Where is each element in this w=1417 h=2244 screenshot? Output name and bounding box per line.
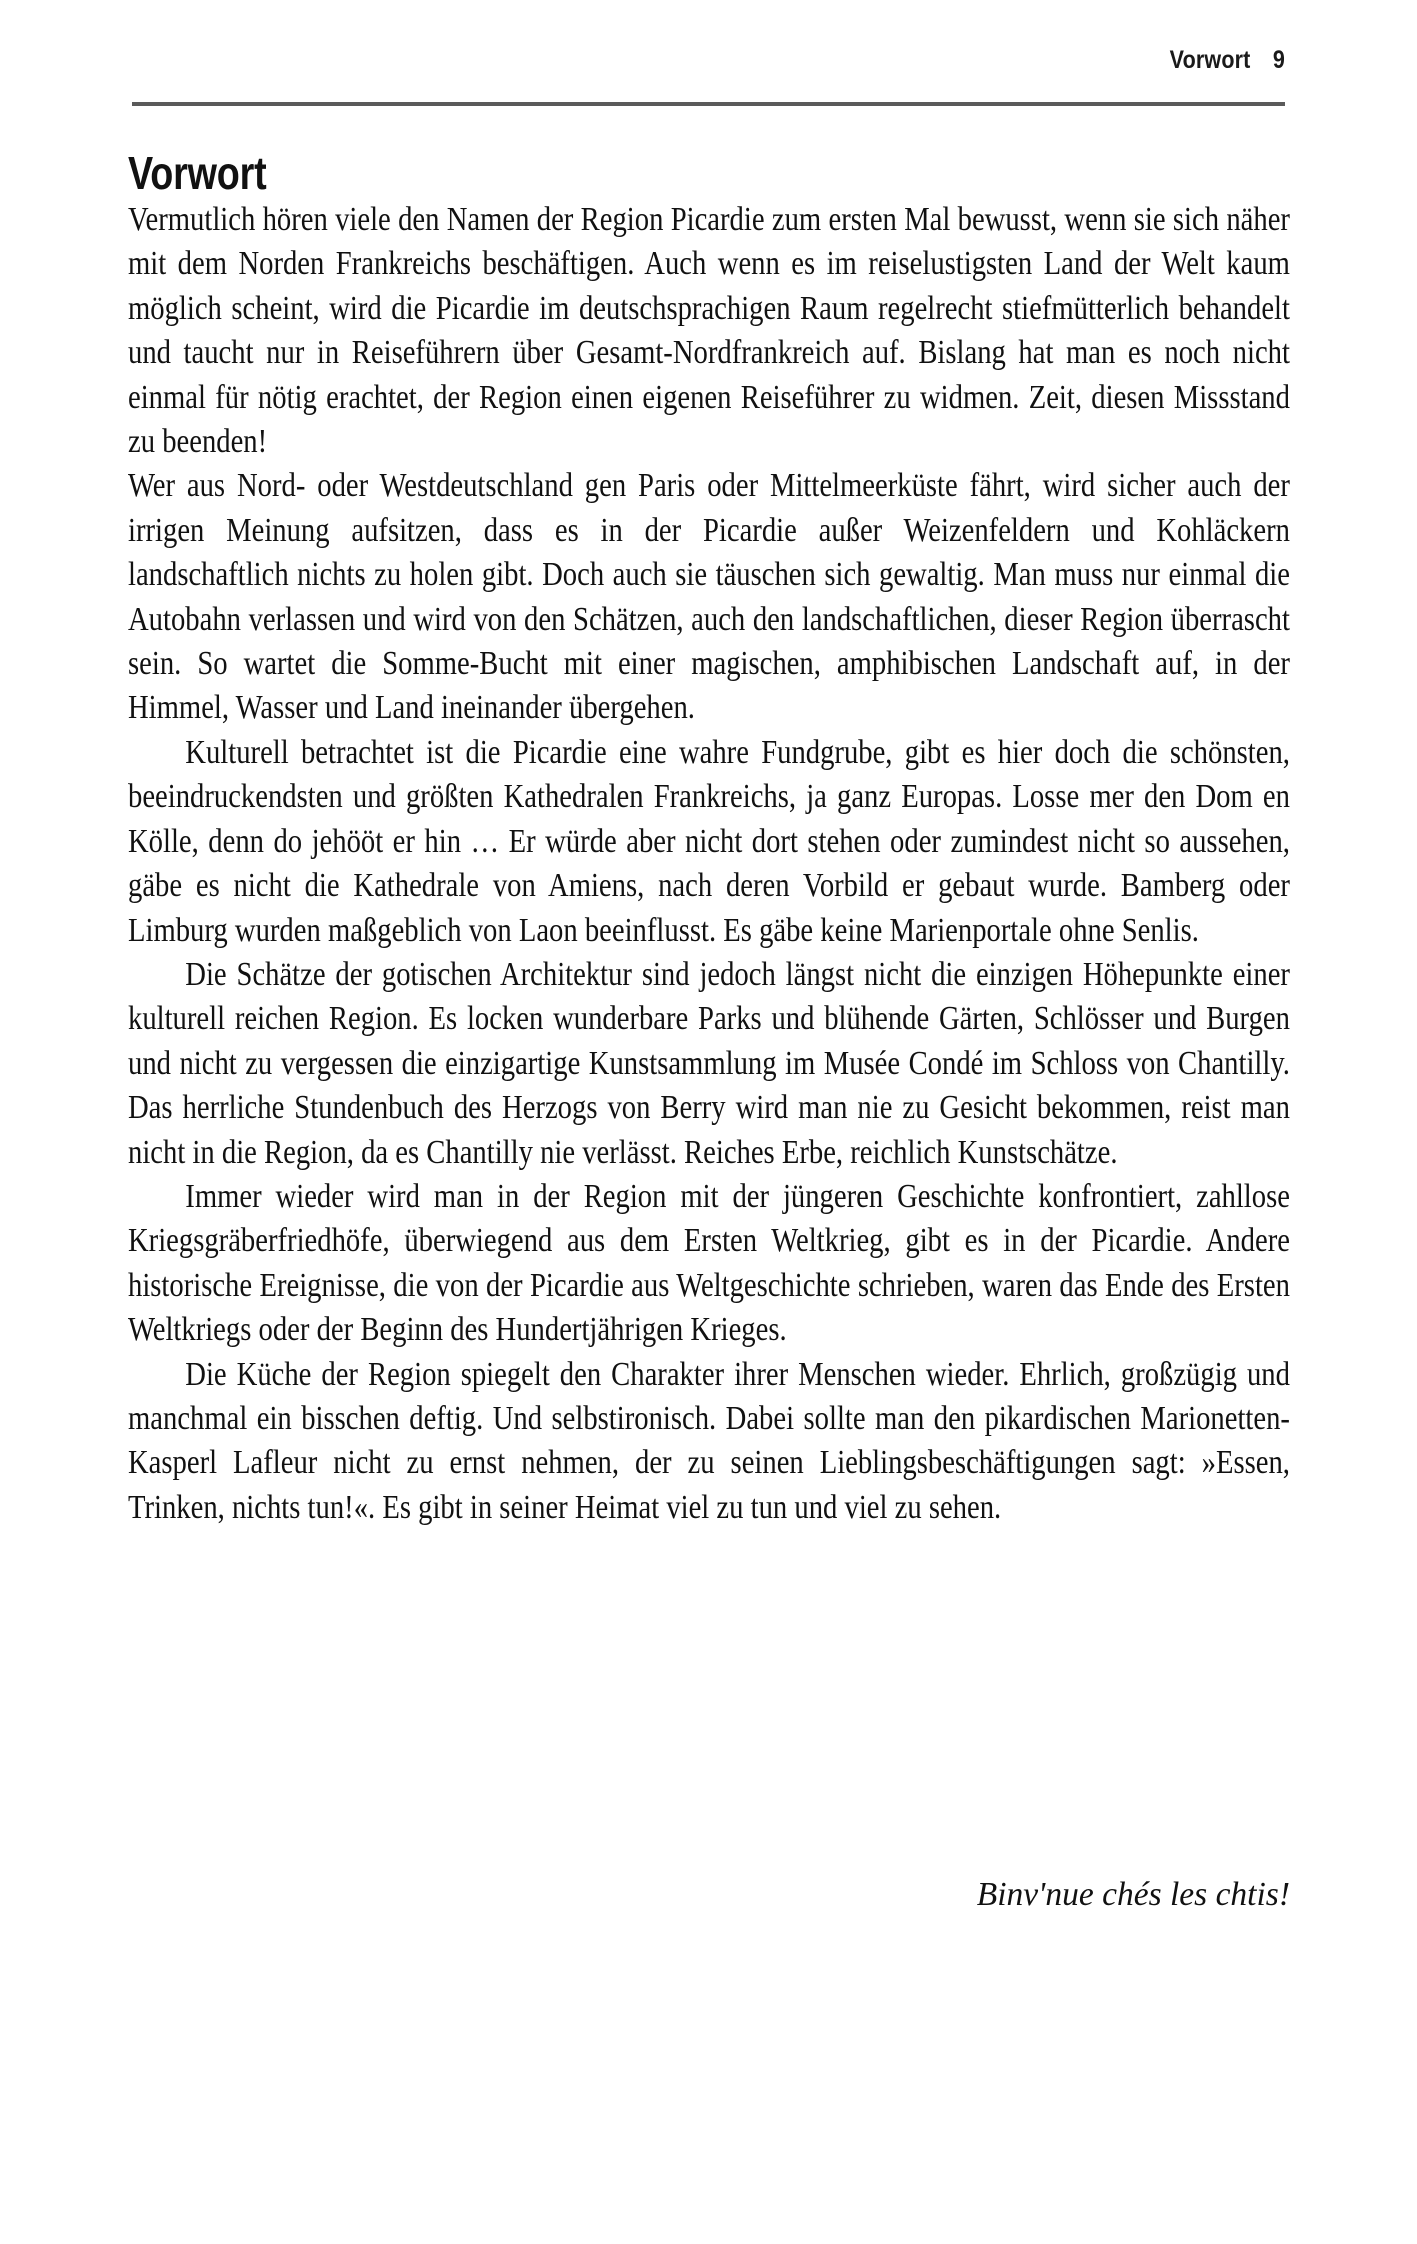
closing-salutation: Binv'nue chés les chtis! [976, 1876, 1290, 1913]
running-head-title: Vorwort [1169, 46, 1251, 74]
page-number: 9 [1272, 46, 1285, 74]
paragraph: Die Küche der Region spiegelt den Charakter ihrer Menschen wieder. Ehrlich, großzügig und manchmal ein bisschen deftig. Und selbstironisch. Dabei sollte man den pikardischen Marionetten-Kasperl Lafleur nicht zu ernst nehmen, der zu seinen Lieblingsbeschäftigungen sagt: »Essen, Trinken, nichts tun!«. Es gibt in seiner Heimat viel zu tun und viel zu sehen. [128, 1355, 1290, 1526]
paragraph: Immer wieder wird man in der Region mit der jüngeren Geschichte konfrontiert, zahllose Kriegsgräberfriedhöfe, überwiegend aus dem Ersten Weltkrieg, gibt es in der Picardie. Andere historische Ereignisse, die von der Picardie aus Weltgeschichte schrieben, waren das Ende des Ersten Weltkriegs oder der Beginn des Hundertjährigen Krieges. [128, 1177, 1290, 1349]
paragraph: Die Schätze der gotischen Architektur sind jedoch längst nicht die einzigen Höhepunkte einer kulturell reichen Region. Es locken wunderbare Parks und blühende Gärten, Schlösser und Burgen und nicht zu vergessen die einzigartige Kunstsammlung im Musée Condé im Schloss von Chantilly. Das herrliche Stundenbuch des Herzogs von Berry wird man nie zu Gesicht bekommen, reist man nicht in die Region, da es Chantilly nie verlässt. Reiches Erbe, reichlich Kunstschätze. [128, 955, 1290, 1171]
page-title: Vorwort [128, 146, 267, 199]
header-rule [132, 102, 1285, 106]
body-text-column [128, 198, 1290, 1530]
paragraph: Wer aus Nord- oder Westdeutschland gen Paris oder Mittelmeerküste fährt, wird sicher auch der irrigen Meinung aufsitzen, dass es in der Picardie außer Weizenfeldern und Kohläckern landschaftlich nichts zu holen gibt. Doch auch sie täuschen sich gewaltig. Man muss nur einmal die Autobahn verlassen und wird von den Schätzen, auch den landschaftlichen, dieser Region überrascht sein. So wartet die Somme-Bucht mit einer magischen, amphibischen Landschaft auf, in der Himmel, Wasser und Land ineinander übergehen. [128, 467, 1290, 727]
running-head [293, 46, 1285, 75]
paragraph: Vermutlich hören viele den Namen der Region Picardie zum ersten Mal bewusst, wenn sie sich näher mit dem Norden Frankreichs beschäftigen. Auch wenn es im reiselustigsten Land der Welt kaum möglich scheint, wird die Picardie im deutschsprachigen Raum regelrecht stiefmütterlich behandelt und taucht nur in Reiseführern über Gesamt-Nordfrankreich auf. Bislang hat man es noch nicht einmal für nötig erachtet, der Region einen eigenen Reiseführer zu widmen. Zeit, diesen Missstand zu beenden! [128, 201, 1290, 461]
paragraph: Kulturell betrachtet ist die Picardie eine wahre Fundgrube, gibt es hier doch die schönsten, beeindruckendsten und größten Kathedralen Frankreichs, ja ganz Europas. Losse mer den Dom en Kölle, denn do jehööt er hin … Er würde aber nicht dort stehen oder zumindest nicht so aussehen, gäbe es nicht die Kathedrale von Amiens, nach deren Vorbild er gebaut wurde. Bamberg oder Limburg wurden maßgeblich von Laon beeinflusst. Es gäbe keine Marienportale ohne Senlis. [128, 733, 1290, 949]
